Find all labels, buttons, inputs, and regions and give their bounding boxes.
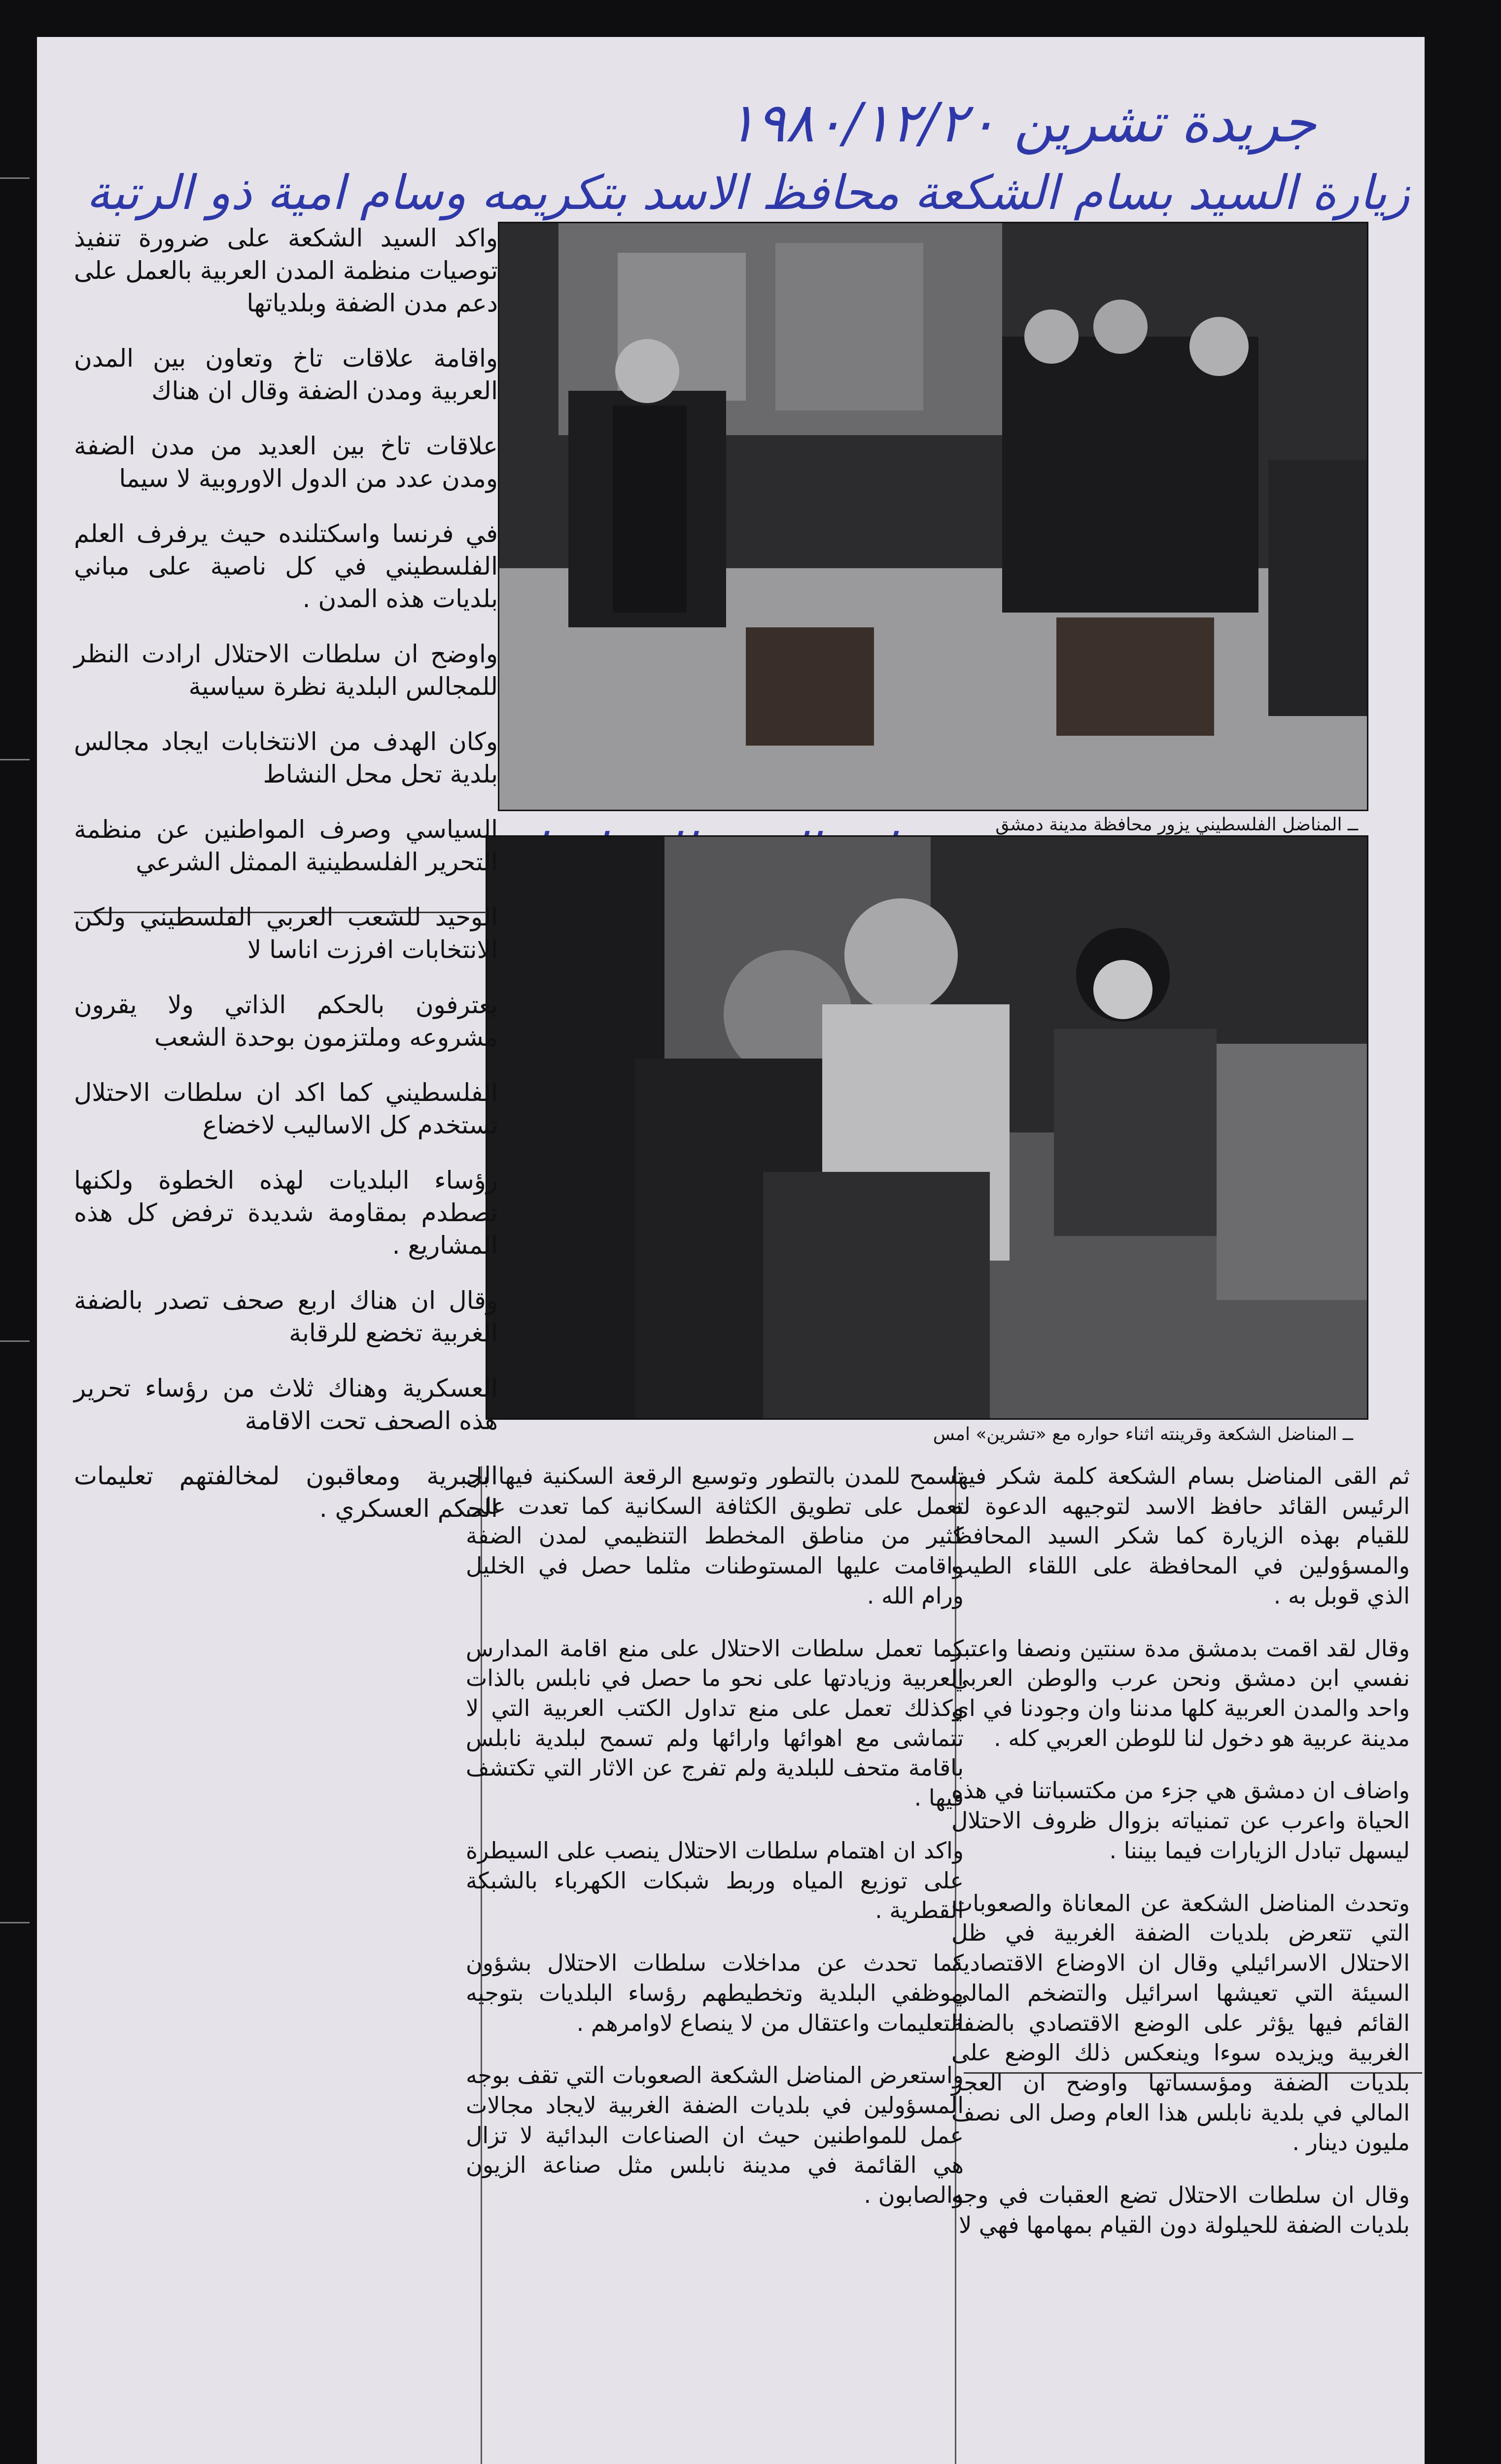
article-paragraph: وقال ان سلطات الاحتلال تضع العقبات في وجه بلديات الضفة للحيلولة دون القيام بمهامها فهي لا (951, 2182, 1410, 2238)
article-column-right (74, 222, 498, 1547)
article-paragraph: وقال لقد اقمت بدمشق مدة سنتين ونصفا واعتبر نفسي ابن دمشق ونحن عرب والوطن العربي واحد والمدن العربية كلها مدننا وان وجودنا في اي مدينة عربية هو دخول لنا للوطن العربي كله . (951, 1635, 1410, 1751)
article-paragraph: وتحدث المناضل الشكعة عن المعاناة والصعوبات التي تتعرض بلديات الضفة الغربية في ظل الاحتلال الاسرائيلي وقال ان الاوضاع الاقتصادية السيئة التي تعيشها اسرائيل والتضخم المالي القائم فيها يؤثر على الوضع الاقتصادي بالضفة الغربية ويزيده سوءا وينعكس ذلك الوضع على بلديات الضفة ومؤسساتها واوضح ان العجز المالي في بلدية نابلس هذا العام وصل الى نصف مليون دينار . (951, 1889, 1410, 2156)
article-paragraph: كما تعمل سلطات الاحتلال على منع اقامة المدارس العربية وزيادتها على نحو ما حصل في نابلس بالذات وكذلك تعمل على منع تداول الكتب العربية التي لا تتماشى مع اهوائها وارائها ولم تسمح لبلدية نابلس باقامة متحف للبلدية ولم تفرج عن الاثار التي تكتشف فيها . (466, 1635, 964, 1812)
article-paragraph: واوضح ان سلطات الاحتلال ارادت النظر للمجالس البلدية نظرة سياسية (74, 640, 498, 701)
article-paragraph: واستعرض المناضل الشكعة الصعوبات التي تقف بوجه المسؤولين في بلديات الضفة الغربية لايجاد مجالات عمل للمواطنين حيث ان الصناعات البدائية لا تزال هي القائمة في مدينة نابلس مثل صناعة الزيون والصابون . (466, 2062, 964, 2209)
article-paragraph: الجبرية ومعاقبون لمخالفتهم تعليمات الحكم العسكري . (74, 1462, 498, 1523)
article-paragraph: كما تحدث عن مداخلات سلطات الاحتلال بشؤون موظفي البلدية وتخطيطهم رؤساء البلديات بتوجيه التعليمات واعتقال من لا ينصاع لاوامرهم . (466, 1950, 964, 2036)
article-paragraph: وكان الهدف من الانتخابات ايجاد مجالس بلدية تحل محل النشاط (74, 727, 498, 788)
article-paragraph: واضاف ان دمشق هي جزء من مكتسباتنا في هذه الحياة واعرب عن تمنياته بزوال ظروف الاحتلال ليسهل تبادل الزيارات فيما بيننا . (951, 1777, 1410, 1864)
article-paragraph: ثم القى المناضل بسام الشكعة كلمة شكر فيها الرئيس القائد حافظ الاسد لتوجيهه الدعوة له للقيام بهذه الزيارة كما شكر السيد المحافظ والمسؤولين في المحافظة على اللقاء الطيب الذي قوبل به . (951, 1463, 1410, 1609)
article-paragraph: واكد ان اهتمام سلطات الاحتلال ينصب على السيطرة على توزيع المياه وربط شبكات الكهرباء بالشبكة القطرية . (466, 1837, 964, 1924)
photo-governorate-caption: ــ المناضل الفلسطيني يزور محافظة مدينة دمشق (995, 815, 1358, 835)
article-paragraph: وقال ان هناك اربع صحف تصدر بالضفة الغربية تخضع للرقابة (74, 1286, 498, 1347)
article-column-middle (466, 1461, 964, 2233)
article-paragraph: تسمح للمدن بالتطور وتوسيع الرقعة السكنية فيها بل تعمل على تطويق الكثافة السكانية كما تعدت على كثير من مناطق المخطط التنظيمي لمدن الضفة واقامت عليها المستوطنات مثلما حصل في الخليل ورام الله . (466, 1463, 964, 1609)
article-paragraph: العسكرية وهناك ثلاث من رؤساء تحرير هذه الصحف تحت الاقامة (74, 1374, 498, 1435)
article-paragraph: السياسي وصرف المواطنين عن منظمة التحرير الفلسطينية الممثل الشرعي (74, 815, 498, 876)
article-paragraph: واكد السيد الشكعة على ضرورة تنفيذ توصيات منظمة المدن العربية بالعمل على دعم مدن الضفة وبلدياتها (74, 224, 498, 317)
article-paragraph: علاقات تاخ بين العديد من مدن الضفة ومدن عدد من الدول الاوروبية لا سيما (74, 432, 498, 493)
article-paragraph: واقامة علاقات تاخ وتعاون بين المدن العربية ومدن الضفة وقال ان هناك (74, 344, 498, 405)
handwritten-headline-note: زيارة السيد بسام الشكعة محافظ الاسد بتكريمه وسام امية ذو الرتبة (86, 165, 1410, 220)
photo-governorate-visit (498, 222, 1368, 811)
article-paragraph: رؤساء البلديات لهذه الخطوة ولكنها تصطدم بمقاومة شديدة ترفض كل هذه المشاريع . (74, 1166, 498, 1260)
ruler-mark (0, 177, 30, 179)
handwritten-date-note: جريدة تشرين ١٩٨٠/١٢/٢٠ (727, 91, 1317, 154)
photo-interview-image (487, 837, 1367, 1418)
photo-interview (486, 835, 1368, 1420)
article-column-left (951, 1461, 1410, 2263)
ruler-mark (0, 759, 30, 760)
newspaper-clipping (37, 37, 1425, 2464)
ruler-mark (0, 1922, 30, 1923)
article-paragraph: يعترفون بالحكم الذاتي ولا يقرون مشروعه وملتزمون بوحدة الشعب (74, 991, 498, 1052)
article-paragraph: الوحيد للشعب العربي الفلسطيني ولكن الانتخابات افرزت اناسا لا (74, 903, 498, 964)
article-paragraph: في فرنسا واسكتلنده حيث يرفرف العلم الفلسطيني في كل ناصية على مباني بلديات هذه المدن . (74, 519, 498, 613)
article-paragraph: الفلسطيني كما اكد ان سلطات الاحتلال تستخدم كل الاساليب لاخضاع (74, 1078, 498, 1139)
photo-interview-caption: ــ المناضل الشكعة وقرينته اثناء حواره مع «تشرين» امس (933, 1424, 1353, 1444)
ruler-mark (0, 1340, 30, 1342)
photo-governorate-visit-image (499, 223, 1367, 810)
